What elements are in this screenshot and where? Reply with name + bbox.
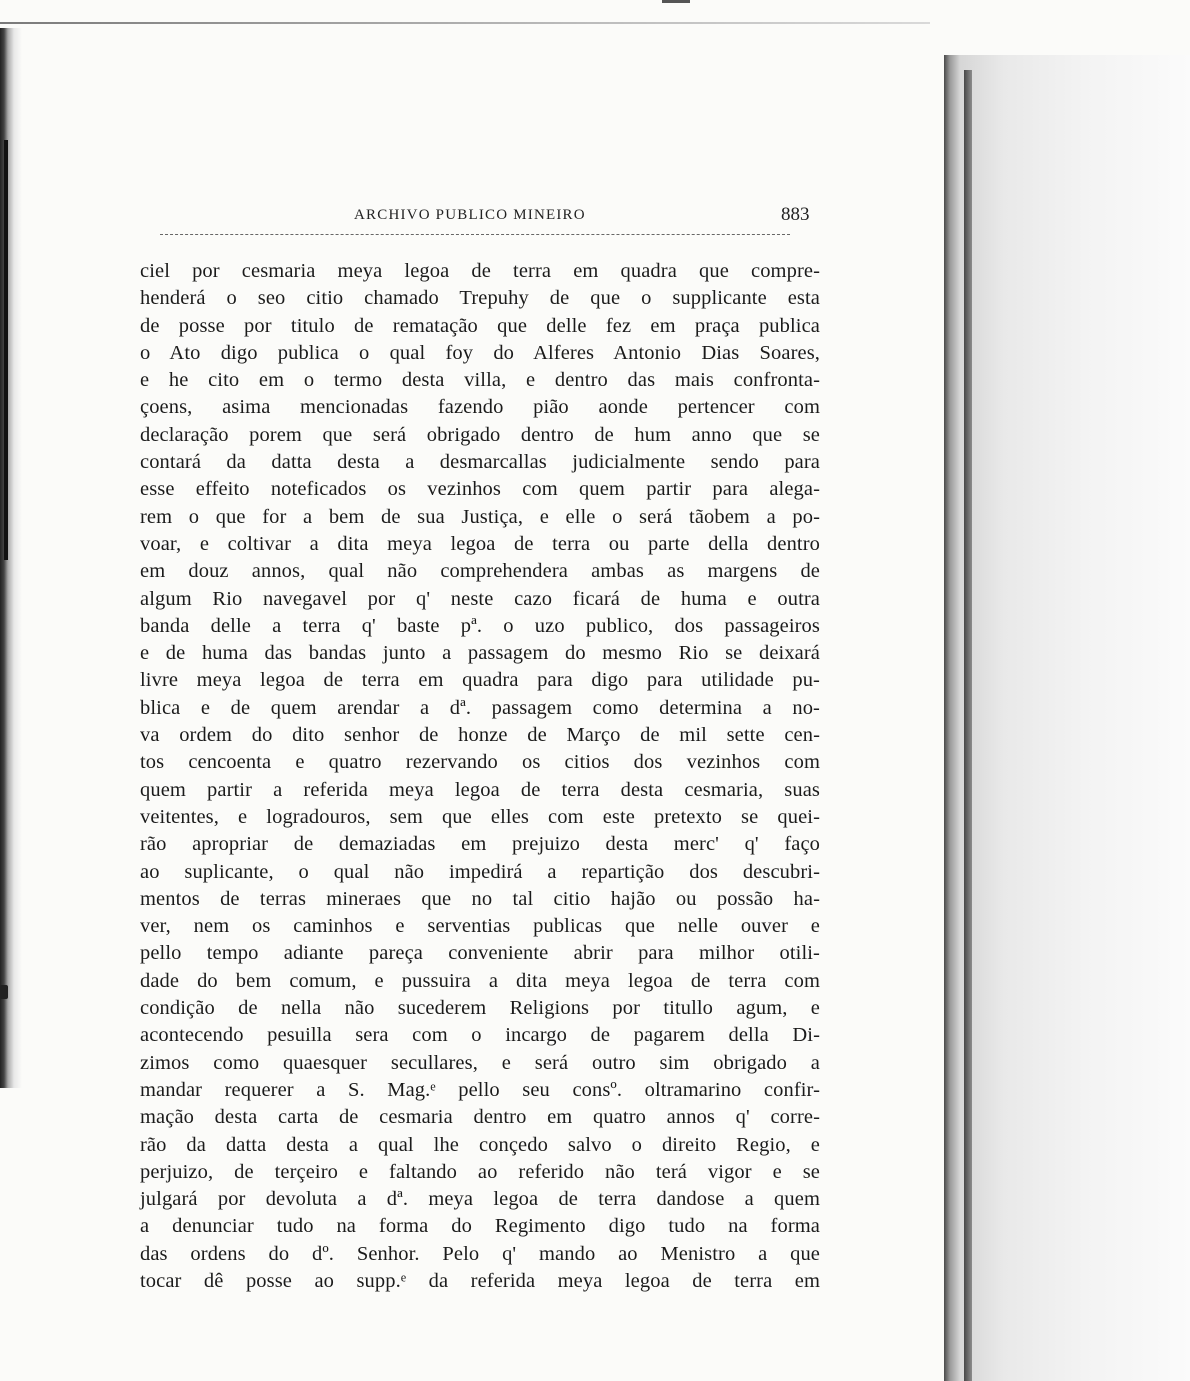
- text-line: henderá o seo citio chamado Trepuhy de que o supplicante esta: [140, 287, 820, 310]
- text-line: dade do bem comum, e pussuira a dita meya legoa de terra com: [140, 969, 820, 992]
- scan-top-rule: [0, 22, 930, 24]
- text-line: banda delle a terra q' baste pª. o uzo publico, dos passageiros: [140, 614, 820, 637]
- text-line: das ordens do dº. Senhor. Pelo q' mando ao Menistro a que: [140, 1242, 820, 1265]
- text-line: em douz annos, qual não comprehendera ambas as margens de: [140, 560, 820, 583]
- scan-left-mark: [0, 985, 8, 999]
- scan-top-mark: [662, 0, 690, 3]
- text-line: rem o que for a bem de sua Justiça, e elle o será tãobem a po-: [140, 505, 820, 528]
- text-line: blica e de quem arendar a dª. passagem como determina a no-: [140, 696, 820, 719]
- text-line: e de huma das bandas junto a passagem do mesmo Rio se deixará: [140, 642, 820, 665]
- text-line: acontecendo pesuilla sera com o incargo de pagarem della Di-: [140, 1024, 820, 1047]
- text-line: ao suplicante, o qual não impedirá a repartição dos descubri-: [140, 860, 820, 883]
- text-line: ciel por cesmaria meya legoa de terra em quadra que compre-: [140, 260, 820, 282]
- running-title: ARCHIVO PUBLICO MINEIRO: [354, 207, 586, 223]
- text-line: rão da datta desta a qual lhe conçedo salvo o direito Regio, e: [140, 1133, 820, 1156]
- text-line: mandar requerer a S. Mag.ᵉ pello seu consº. oltramarino confir-: [140, 1078, 820, 1101]
- text-line: condição de nella não sucederem Religions por titullo agum, e: [140, 997, 820, 1020]
- text-line: mação desta carta de cesmaria dentro em quatro annos q' corre-: [140, 1106, 820, 1129]
- text-line: va ordem do dito senhor de honze de Março de mil sette cen-: [140, 724, 820, 747]
- text-line: zimos como quaesquer secullares, e será outro sim obrigado a: [140, 1051, 820, 1074]
- text-line: de posse por titulo de rematação que delle fez em praça publica: [140, 314, 820, 337]
- text-line: çoens, asima mencionadas fazendo pião aonde pertencer com: [140, 396, 820, 419]
- text-line: esse effeito noteficados os vezinhos com quem partir para alega-: [140, 478, 820, 501]
- text-line: quem partir a referida meya legoa de terra desta cesmaria, suas: [140, 778, 820, 801]
- scan-right-page-shadow: [944, 55, 1190, 1381]
- text-line: ver, nem os caminhos e serventias publicas que nelle ouver e: [140, 915, 820, 938]
- text-line: e he cito em o termo desta villa, e dentro das mais confronta-: [140, 369, 820, 392]
- text-line: tos cencoenta e quatro rezervando os citios dos vezinhos com: [140, 751, 820, 774]
- scan-right-page-edge: [964, 70, 972, 1381]
- text-line: perjuizo, de terçeiro e faltando ao referido não terá vigor e se: [140, 1160, 820, 1183]
- text-line: mentos de terras mineraes que no tal citio hajão ou possão ha-: [140, 887, 820, 910]
- page-number: 883: [781, 204, 810, 225]
- text-line: algum Rio navegavel por q' neste cazo ficará de huma e outra: [140, 587, 820, 610]
- text-line: o Ato digo publica o qual foy do Alferes Antonio Dias Soares,: [140, 341, 820, 364]
- header-rule: [160, 234, 790, 236]
- scan-left-binding-line: [4, 140, 8, 560]
- text-line: livre meya legoa de terra em quadra para digo para utilidade pu-: [140, 669, 820, 692]
- text-line: pello tempo adiante pareça conveniente abrir para milhor otili-: [140, 942, 820, 965]
- text-line: veitentes, e logradouros, sem que elles com este pretexto se quei-: [140, 805, 820, 828]
- text-line: voar, e coltivar a dita meya legoa de terra ou parte della dentro: [140, 532, 820, 555]
- text-line: julgará por devoluta a dª. meya legoa de terra dandose a quem: [140, 1188, 820, 1211]
- text-line: declaração porem que será obrigado dentro de hum anno que se: [140, 423, 820, 446]
- text-line: a denunciar tudo na forma do Regimento digo tudo na forma: [140, 1215, 820, 1238]
- text-line: tocar dê posse ao supp.ᵉ da referida meya legoa de terra em: [140, 1269, 820, 1292]
- text-line: contará da datta desta a desmarcallas judicialmente sendo para: [140, 451, 820, 474]
- text-line: rão apropriar de demaziadas em prejuizo desta merc' q' faço: [140, 833, 820, 856]
- body-text: [140, 258, 820, 1295]
